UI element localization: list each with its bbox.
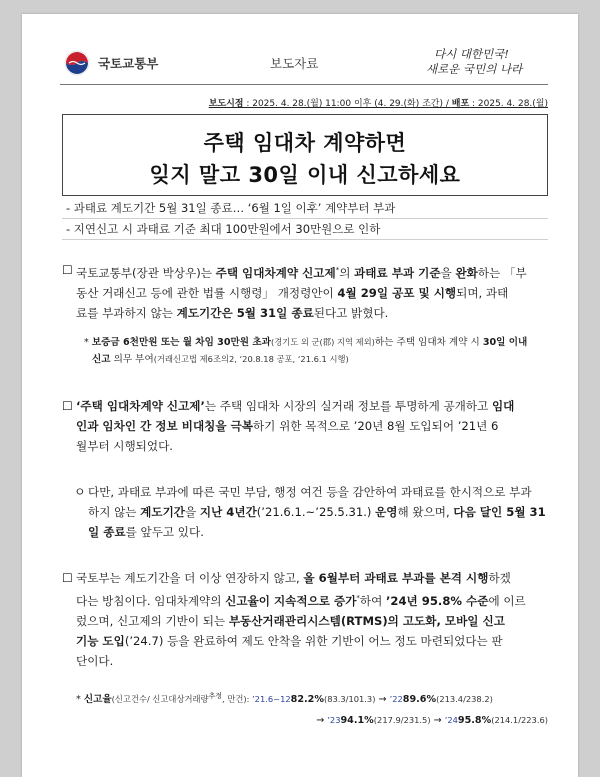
bold-run: 일 종료 — [88, 525, 126, 539]
year-label: ’24 — [444, 715, 458, 726]
small-run: (경기도 외 군(郡) 지역 제외) — [270, 337, 375, 347]
ratio-detail: (214.1/223.6) — [491, 715, 548, 726]
bold-run: 완화 — [455, 265, 478, 280]
text-run: 에 이르 — [488, 593, 526, 608]
footnote-mark: * — [76, 694, 81, 706]
headline-line-1: 주택 임대차 계약하면 — [203, 131, 407, 155]
document-type: 보도자료 — [270, 56, 319, 71]
bold-run: 과태료 부과 기준 — [354, 265, 441, 280]
year-label: ’22 — [389, 694, 403, 705]
text-run: 렀으며, 신고제의 기반이 되는 — [76, 613, 229, 628]
subtitle-item: - 과태료 계도기간 5월 31일 종료… ‘6월 1일 이후’ 계약부터 부과 — [62, 198, 548, 219]
subtitle-item: - 지연신고 시 과태료 기준 최대 100만원에서 30만원으로 인하 — [62, 219, 548, 240]
bold-run: 부동산거래관리시스템(RTMS)의 고도화, 모바일 신고 — [228, 613, 505, 628]
distribution-date: : 2025. 4. 28.(월) — [469, 99, 548, 109]
text-run: 해 왔으며, — [397, 505, 454, 519]
small-run: , 만건): — [222, 694, 253, 705]
ministry-name: 국토교통부 — [98, 56, 159, 71]
ratio-detail: (217.9/231.5) — [373, 715, 431, 726]
text-run: 를 앞두고 있다. — [125, 525, 204, 539]
text-run: 월부터 시행되었다. — [76, 439, 173, 453]
year-label: ’23 — [327, 715, 341, 726]
bold-run: 임대 — [491, 399, 515, 413]
bold-run: 신고 — [92, 354, 111, 365]
press-release-page — [22, 14, 578, 777]
text-run: 하지 않는 — [88, 505, 141, 519]
text-run: 하겠 — [488, 571, 511, 585]
distribution-label: 배포 — [451, 99, 470, 109]
bold-run: 다음 달인 5월 31 — [453, 505, 546, 519]
paragraph-3 — [74, 482, 552, 542]
checkbox-bullet-icon: ☐ — [62, 571, 73, 585]
text-run: 하기 위한 목적으로 ’20년 8월 도입되어 ’21년 6 — [252, 419, 499, 433]
footnote-2 — [76, 686, 552, 731]
bold-run: 운영 — [375, 505, 398, 519]
ratio-detail: (83.3/101.3) — [323, 694, 376, 705]
paragraph-4 — [62, 568, 552, 671]
text-run: (’21.6.1.~’25.5.31.) — [256, 505, 376, 519]
bold-run: ‘주택 임대차계약 신고제’ — [76, 399, 205, 413]
text-run: 된다고 밝혔다. — [313, 305, 389, 320]
superscript-run: 추정 — [208, 692, 223, 700]
bold-run: 올 6월부터 과태료 부과를 본격 시행 — [303, 571, 489, 585]
footnote-2-line-2 — [76, 710, 552, 731]
rate-value: 94.1% — [340, 715, 374, 727]
release-info — [209, 96, 548, 109]
text-run: 하는 주택 임대차 계약 시 — [374, 337, 483, 348]
bold-run: 주택 임대차계약 신고제 — [215, 265, 336, 280]
circle-bullet-icon: ㅇ — [74, 485, 86, 499]
text-run: 동산 거래신고 등에 관한 법률 시행령」 개정령안이 — [76, 285, 338, 300]
text-run: 하는 「부 — [477, 265, 527, 280]
bold-run: 30일 이내 — [482, 337, 528, 348]
text-run: 을 — [440, 265, 456, 280]
year-label: ’21.6~12 — [252, 694, 291, 705]
bold-run: 계도기간은 5월 31일 종료 — [176, 305, 314, 320]
rate-value: 89.6% — [402, 694, 437, 706]
arrow: → — [430, 715, 445, 727]
text-run: 국토부는 계도기간을 더 이상 연장하지 않고, — [76, 571, 304, 585]
checkbox-bullet-icon: ☐ — [62, 399, 73, 413]
text-run: 다만, 과태료 부과에 따른 국민 부담, 행정 여건 등을 감안하여 과태료를 한시적으로 부과 — [88, 485, 532, 499]
slogan-line-2: 새로운 국민의 나라 — [426, 62, 523, 76]
footnote-mark: * — [84, 337, 89, 348]
release-separator: / — [442, 99, 452, 109]
text-run: 료를 부과하지 않는 — [76, 305, 177, 320]
subtitle-list — [62, 198, 548, 240]
footnote-mark: * — [335, 266, 340, 274]
footnote-1 — [84, 334, 552, 368]
paragraph-2 — [62, 396, 552, 456]
government-emblem-icon — [64, 50, 90, 76]
release-time: : 2025. 4. 28.(월) 11:00 이후 (4. 29.(화) 조간) — [243, 99, 443, 109]
bold-run: ’24년 95.8% 수준 — [386, 593, 489, 608]
bold-run: 계도기간 — [140, 505, 185, 519]
bold-run: 신고율이 지속적으로 증가 — [225, 593, 357, 608]
rate-value: 95.8% — [457, 715, 492, 727]
footnote-mark: * — [356, 594, 360, 602]
header-divider — [60, 84, 548, 85]
slogan — [426, 44, 552, 78]
text-run: 단이다. — [76, 653, 114, 668]
ratio-detail: (213.4/238.2) — [436, 694, 493, 705]
bold-run: 지난 4년간 — [199, 505, 257, 519]
arrow: → — [375, 694, 390, 706]
text-run: 는 주택 임대차 시장의 실거래 정보를 투명하게 공개하고 — [204, 399, 492, 413]
bold-run: 신고율 — [83, 694, 112, 706]
header — [22, 14, 578, 92]
bold-run: 기능 도입 — [76, 633, 125, 648]
text-run: 을 — [184, 505, 200, 519]
headline-box — [62, 114, 548, 196]
paragraph-1 — [62, 260, 552, 323]
arrow: → — [316, 715, 328, 727]
text-run: 의 — [339, 265, 355, 280]
bold-run: 4월 29일 공포 및 시행 — [337, 285, 457, 300]
headline-line-2: 잊지 말고 30일 이내 신고하세요 — [149, 163, 461, 187]
text-run: 국토교통부(장관 박상우)는 — [76, 265, 216, 280]
text-run: 하여 — [359, 593, 387, 608]
text-run: 되며, 과태 — [456, 285, 509, 300]
small-run: (신고건수/ 신고대상거래량 — [111, 694, 209, 705]
bold-run: 보증금 6천만원 또는 월 차임 30만원 초과 — [91, 337, 271, 348]
rate-value: 82.2% — [290, 694, 324, 706]
small-run: (거래신고법 제6조의2, ‘20.8.18 공포, ‘21.6.1 시행) — [153, 354, 349, 364]
slogan-line-1: 다시 대한민국! — [434, 47, 509, 61]
text-run: 의무 부여 — [110, 354, 154, 365]
release-time-label: 보도시점 — [208, 99, 244, 109]
checkbox-bullet-icon: ☐ — [62, 263, 73, 277]
bold-run: 인과 임차인 간 정보 비대칭을 극복 — [76, 419, 253, 433]
text-run: 다는 방침이다. 임대차계약의 — [76, 593, 226, 608]
text-run: (’24.7) 등을 완료하여 제도 안착을 위한 기반이 어느 정도 마련되었다는 판 — [124, 633, 503, 648]
